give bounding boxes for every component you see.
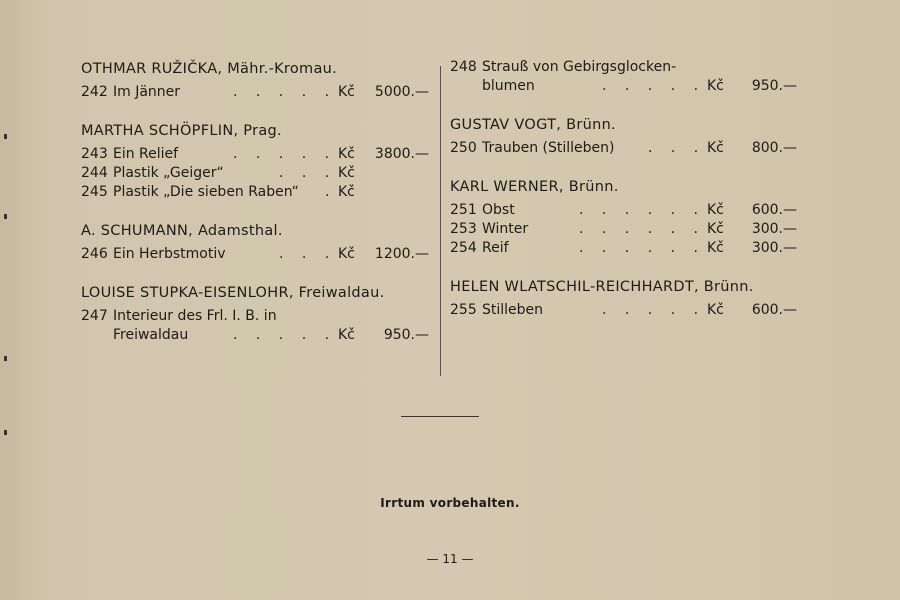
currency-label: Kč (707, 78, 724, 94)
entry-title: Winter (482, 221, 529, 237)
artist-block (81, 58, 433, 102)
artist-block (450, 114, 805, 158)
leader-dots: . . . . . (602, 302, 706, 318)
catalog-entry (450, 220, 805, 239)
catalog-entry (450, 139, 805, 158)
entry-price: 3800.— (374, 146, 429, 162)
leader-dots: . . . . . (602, 78, 706, 94)
currency-label: Kč (338, 327, 355, 343)
artist-block (450, 176, 805, 258)
currency-label: Kč (707, 202, 724, 218)
currency-label: Kč (338, 84, 355, 100)
currency-label: Kč (338, 165, 355, 181)
entry-price: 1200.— (374, 246, 429, 262)
binding-mark (4, 134, 7, 139)
entry-number: 253 (450, 221, 477, 237)
catalog-entry (450, 77, 805, 96)
entry-number: 247 (81, 308, 108, 324)
entry-title: Plastik „Geiger“ (113, 165, 224, 181)
currency-label: Kč (707, 221, 724, 237)
leader-dots: . . . . . . (579, 221, 705, 237)
artist-heading: HELEN WLATSCHIL-REICHHARDT, Brünn. (450, 279, 754, 295)
currency-label: Kč (338, 184, 355, 200)
footer-rule (401, 416, 479, 417)
entry-number: 245 (81, 184, 108, 200)
entry-title: Interieur des Frl. I. B. in (113, 308, 277, 324)
leader-dots: . . . . . (233, 84, 337, 100)
entry-price: 950.— (383, 327, 429, 343)
artist-block (81, 120, 433, 202)
entry-number: 248 (450, 59, 477, 75)
entry-title: Freiwaldau (113, 327, 189, 343)
entry-price: 950.— (751, 78, 797, 94)
leader-dots: . . . (279, 246, 337, 262)
entry-title: Stilleben (482, 302, 544, 318)
artist-heading: LOUISE STUPKA-EISENLOHR, Freiwaldau. (81, 285, 385, 301)
catalog-entry (81, 326, 433, 345)
entry-title: blumen (482, 78, 535, 94)
catalog-entry (81, 245, 433, 264)
left-column (81, 58, 433, 363)
entry-title: Ein Relief (113, 146, 179, 162)
entry-number: 254 (450, 240, 477, 256)
entry-number: 244 (81, 165, 108, 181)
entry-title: Plastik „Die sieben Raben“ (113, 184, 299, 200)
catalog-entry (81, 307, 433, 326)
disclaimer-note: Irrtum vorbehalten. (380, 496, 520, 510)
catalog-entry (450, 58, 805, 77)
catalog-entry (81, 183, 433, 202)
currency-label: Kč (338, 246, 355, 262)
catalog-entry (450, 201, 805, 220)
leader-dots: . . . . . . (579, 202, 705, 218)
binding-mark (4, 356, 7, 361)
currency-label: Kč (707, 302, 724, 318)
artist-block (81, 282, 433, 345)
entry-number: 242 (81, 84, 108, 100)
entry-price: 600.— (751, 202, 797, 218)
entry-price: 600.— (751, 302, 797, 318)
artist-heading: MARTHA SCHÖPFLIN, Prag. (81, 123, 282, 139)
entry-title: Reif (482, 240, 509, 256)
catalog-entry (81, 145, 433, 164)
entry-title: Strauß von Gebirgsglocken- (482, 59, 677, 75)
entry-price: 300.— (751, 221, 797, 237)
artist-block (450, 58, 805, 96)
artist-heading: A. SCHUMANN, Adamsthal. (81, 223, 283, 239)
entry-price: 5000.— (374, 84, 429, 100)
currency-label: Kč (338, 146, 355, 162)
entry-number: 251 (450, 202, 477, 218)
entry-price: 800.— (751, 140, 797, 156)
column-divider (440, 66, 441, 376)
catalog-entry (450, 239, 805, 258)
artist-block (450, 276, 805, 320)
catalog-entry (450, 301, 805, 320)
binding-mark (4, 214, 7, 219)
artist-heading: OTHMAR RUŽIČKA, Mähr.-Kromau. (81, 61, 338, 77)
page-number: — 11 — (426, 552, 474, 566)
entry-title: Ein Herbstmotiv (113, 246, 226, 262)
right-column (450, 58, 805, 338)
currency-label: Kč (707, 240, 724, 256)
entry-title: Trauben (Stilleben) (482, 140, 615, 156)
leader-dots: . . . . . (233, 327, 337, 343)
binding-mark (4, 430, 7, 435)
artist-heading: KARL WERNER, Brünn. (450, 179, 619, 195)
entry-number: 246 (81, 246, 108, 262)
artist-heading: GUSTAV VOGT, Brünn. (450, 117, 616, 133)
entry-number: 243 (81, 146, 108, 162)
artist-block (81, 220, 433, 264)
leader-dots: . . . (648, 140, 706, 156)
entry-title: Im Jänner (113, 84, 181, 100)
currency-label: Kč (707, 140, 724, 156)
catalog-entry (81, 83, 433, 102)
leader-dots: . . . . . . (579, 240, 705, 256)
entry-number: 255 (450, 302, 477, 318)
entry-number: 250 (450, 140, 477, 156)
leader-dots: . . . (279, 165, 337, 181)
catalog-entry (81, 164, 433, 183)
leader-dots: . (325, 184, 337, 200)
entry-title: Obst (482, 202, 515, 218)
entry-price: 300.— (751, 240, 797, 256)
leader-dots: . . . . . (233, 146, 337, 162)
